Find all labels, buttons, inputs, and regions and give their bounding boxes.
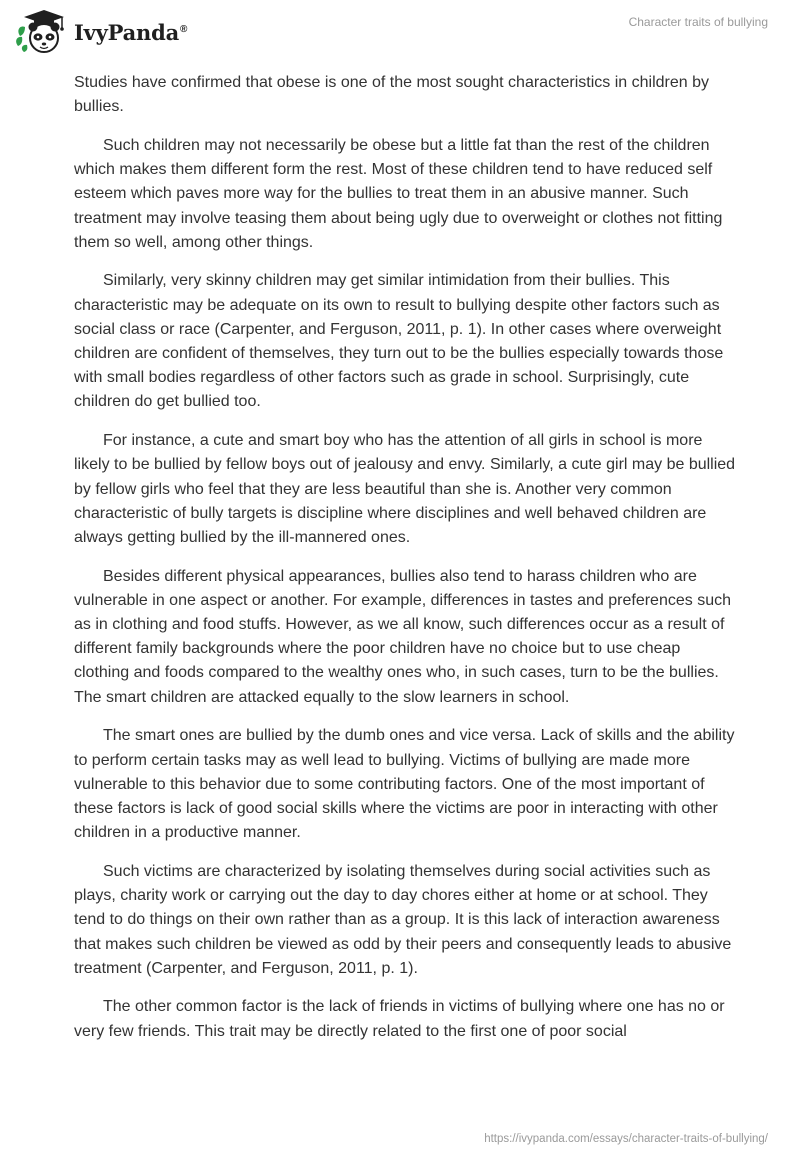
brand-label: IvyPanda (74, 19, 180, 45)
page-header (0, 0, 800, 62)
paragraph: For instance, a cute and smart boy who has the attention of all girls in school is more likely to be bullied by fellow boys out of jealousy and envy. Similarly, a cute girl may be bullied by fellow girls who feel that they are less beautiful than she is. Another very common characteristic of bully targets is discipline where disciplines and well behaved children are always getting bullied by the ill-mannered ones. (74, 432, 736, 546)
document-title: Character traits of bullying (628, 15, 768, 29)
paragraph: Studies have confirmed that obese is one of the most sought characteristics in children by bullies. (74, 74, 710, 116)
essay-body (74, 71, 736, 1058)
paragraph: Such children may not necessarily be obese but a little fat than the rest of the children which makes them different form the rest. Most of these children tend to have reduced self esteem which paves more way for the bullies to treat them in an abusive manner. Such treatment may involve teasing them about being ugly due to overweight or clothes not fitting them so well, among other things. (74, 136, 723, 251)
registered-mark: ® (180, 23, 188, 35)
source-url[interactable]: https://ivypanda.com/essays/character-traits-of-bullying/ (484, 1133, 768, 1145)
panda-graduate-icon (14, 8, 70, 56)
paragraph: Besides different physical appearances, bullies also tend to harass children who are vulnerable in one aspect or another. For example, differences in tastes and preferences such as in clothing and food stuffs. However, as we all know, such differences occur as a result of different family backgrounds where the poor children have no choice but to use cheap clothing and foods compared to the wealthy ones who, in such cases, turn to be the bullies. The smart children are attacked equally to the slow learners in school. (74, 567, 731, 706)
ivypanda-logo[interactable] (14, 8, 187, 56)
brand-name (74, 20, 187, 45)
paragraph: The other common factor is the lack of friends in victims of bullying where one has no or very few friends. This trait may be directly related to the first one of poor social (74, 998, 725, 1040)
paragraph: Such victims are characterized by isolating themselves during social activities such as plays, charity work or carrying out the day to day chores either at home or at school. They tend to do things on their own rather than as a group. It is this lack of interaction awareness that makes such children be viewed as odd by their peers and consequently leads to abusive treatment (Carpenter, and Ferguson, 2011, p. 1). (74, 862, 732, 977)
paragraph: The smart ones are bullied by the dumb ones and vice versa. Lack of skills and the ability to perform certain tasks may as well lead to bullying. Victims of bullying are made more vulnerable to this behavior due to some contributing factors. One of the most important of these factors is lack of good social skills where the victims are poor in interacting with other children in a productive manner. (74, 727, 735, 842)
paragraph: Similarly, very skinny children may get similar intimidation from their bullies. This characteristic may be adequate on its own to result to bullying despite other factors such as social class or race (Carpenter, and Ferguson, 2011, p. 1). In other cases where overweight children are confident of themselves, they turn out to be the bullies especially towards those with small bodies regardless of other factors such as grade in school. Surprisingly, cute children do get bullied too. (74, 272, 724, 411)
